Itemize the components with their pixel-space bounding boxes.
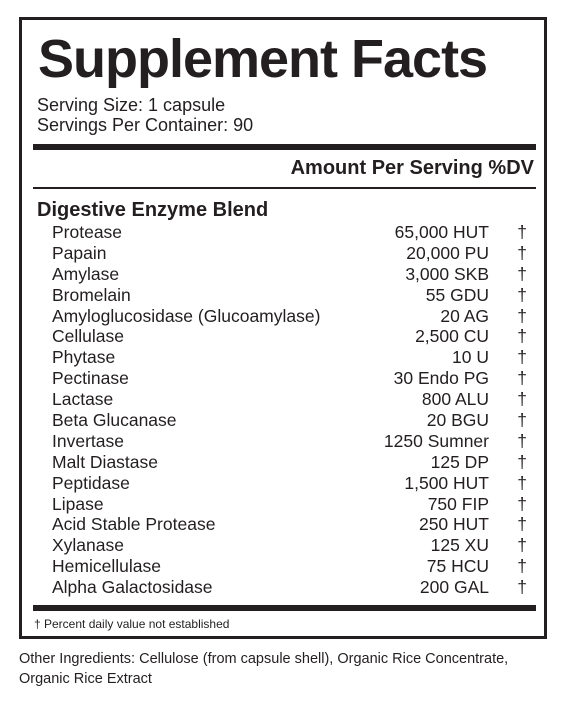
ingredient-row <box>22 347 544 368</box>
ingredient-name: Protease <box>52 222 123 242</box>
dv-footnote: † Percent daily value not established <box>34 617 230 631</box>
ingredient-name: Peptidase <box>52 472 130 493</box>
ingredient-row <box>22 473 544 494</box>
ingredient-amount: 20 BGU <box>426 410 489 431</box>
ingredient-amount: 20,000 PU <box>406 242 489 263</box>
ingredient-dv: † <box>517 263 527 284</box>
ingredient-amount: 250 HUT <box>418 514 489 535</box>
ingredient-name: Phytase <box>52 347 116 368</box>
ingredient-row <box>22 494 544 515</box>
ingredient-name: Malt Diastase <box>52 451 159 472</box>
ingredient-name: Acid Stable Protease <box>52 514 216 535</box>
ingredient-dv: † <box>517 493 527 514</box>
ingredient-row <box>22 452 544 473</box>
ingredient-amount: 125 XU <box>430 535 489 556</box>
ingredient-name: Beta Glucanase <box>52 410 177 431</box>
ingredient-row <box>22 326 544 347</box>
ingredient-dv: † <box>517 410 527 431</box>
ingredient-amount: 55 GDU <box>425 284 489 305</box>
ingredient-name: Bromelain <box>52 284 131 305</box>
ingredient-amount: 750 FIP <box>427 493 489 514</box>
ingredient-amount: 200 GAL <box>419 577 489 598</box>
ingredient-dv: † <box>517 577 527 598</box>
blend-name: Digestive Enzyme Blend <box>37 199 269 221</box>
serving-info <box>37 95 253 135</box>
ingredient-dv: † <box>517 535 527 556</box>
panel-title: Supplement Facts <box>38 29 488 89</box>
ingredient-name: Cellulase <box>52 326 124 347</box>
ingredient-row <box>22 514 544 535</box>
divider-thin <box>33 187 536 189</box>
ingredient-amount: 125 DP <box>430 451 489 472</box>
ingredient-dv: † <box>517 222 527 242</box>
ingredient-row <box>22 368 544 389</box>
ingredient-amount: 75 HCU <box>426 556 489 577</box>
ingredient-name: Xylanase <box>52 535 124 556</box>
ingredient-name: Lipase <box>52 493 104 514</box>
ingredient-dv: † <box>517 451 527 472</box>
ingredient-row <box>22 243 544 264</box>
ingredient-amount: 20 AG <box>440 305 489 326</box>
ingredient-row <box>22 222 544 243</box>
ingredient-row <box>22 556 544 577</box>
ingredient-amount: 10 U <box>452 347 489 368</box>
ingredient-name: Lactase <box>52 389 114 410</box>
ingredient-amount: 2,500 CU <box>415 326 489 347</box>
ingredient-dv: † <box>517 368 527 389</box>
ingredient-row <box>22 389 544 410</box>
ingredient-row <box>22 577 544 598</box>
ingredient-amount: 65,000 HUT <box>394 222 489 242</box>
ingredient-name: Alpha Galactosidase <box>52 577 213 598</box>
ingredient-dv: † <box>517 472 527 493</box>
divider-thick-bottom <box>33 605 536 611</box>
ingredient-list <box>22 222 544 598</box>
ingredient-row <box>22 285 544 306</box>
ingredient-dv: † <box>517 556 527 577</box>
ingredient-dv: † <box>517 430 527 451</box>
ingredient-row <box>22 306 544 327</box>
ingredient-dv: † <box>517 514 527 535</box>
ingredient-row <box>22 431 544 452</box>
ingredient-amount: 1,500 HUT <box>404 472 489 493</box>
ingredient-name: Amyloglucosidase (Glucoamylase) <box>52 305 321 326</box>
ingredient-dv: † <box>517 326 527 347</box>
servings-per-container: Servings Per Container: 90 <box>37 115 254 135</box>
ingredient-row <box>22 264 544 285</box>
ingredient-dv: † <box>517 389 527 410</box>
divider-thick-top <box>33 144 536 150</box>
ingredient-dv: † <box>517 242 527 263</box>
other-ingredients: Other Ingredients: Cellulose (from capsule shell), Organic Rice Concentrate, Organic Rice Extract <box>19 651 509 687</box>
ingredient-amount: 1250 Sumner <box>383 430 489 451</box>
ingredient-amount: 30 Endo PG <box>393 368 489 389</box>
ingredient-name: Hemicellulase <box>52 556 161 577</box>
amount-per-serving-header: Amount Per Serving %DV <box>290 157 534 179</box>
ingredient-amount: 800 ALU <box>421 389 489 410</box>
ingredient-dv: † <box>517 347 527 368</box>
ingredient-row <box>22 535 544 556</box>
ingredient-row <box>22 410 544 431</box>
ingredient-amount: 3,000 SKB <box>405 263 489 284</box>
ingredient-dv: † <box>517 305 527 326</box>
ingredient-name: Amylase <box>52 263 120 284</box>
serving-size: Serving Size: 1 capsule <box>37 95 226 115</box>
ingredient-name: Papain <box>52 242 107 263</box>
ingredient-dv: † <box>517 284 527 305</box>
supplement-facts-panel <box>19 17 547 639</box>
ingredient-name: Pectinase <box>52 368 129 389</box>
ingredient-name: Invertase <box>52 430 124 451</box>
